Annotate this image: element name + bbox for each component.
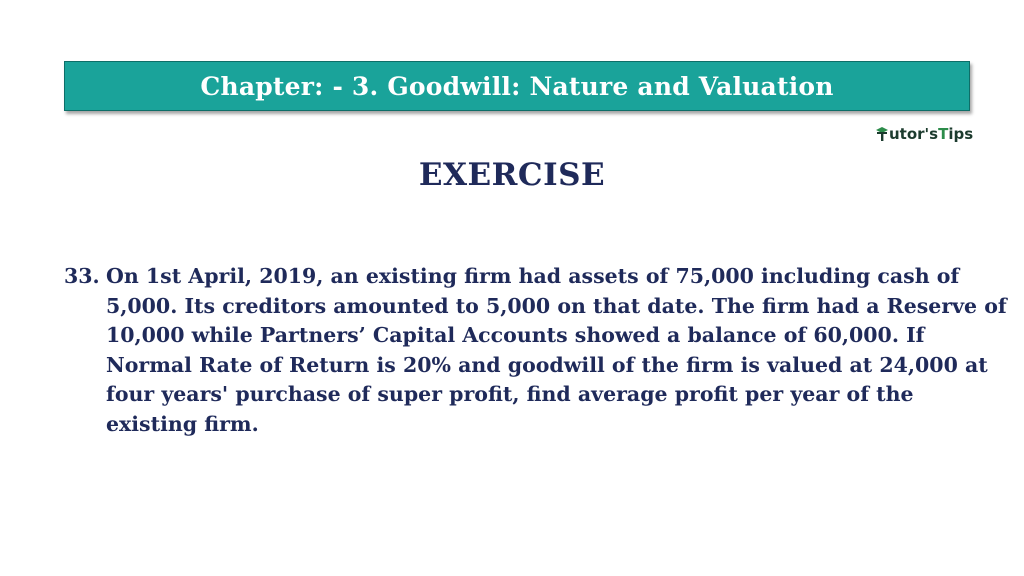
question-line: four years' purchase of super profit, find average profit per year of the bbox=[106, 382, 914, 406]
question-text bbox=[106, 262, 1007, 439]
question-block bbox=[64, 262, 1007, 439]
chapter-banner bbox=[64, 61, 970, 111]
question-line: 5,000. Its creditors amounted to 5,000 on that date. The firm had a Reserve of bbox=[106, 293, 1007, 318]
logo-text-first: utor's bbox=[889, 125, 939, 143]
chapter-title: Chapter: - 3. Goodwill: Nature and Valuation bbox=[200, 71, 834, 101]
question-line: Normal Rate of Return is 20% and goodwill of the firm is valued at 24,000 at bbox=[106, 352, 988, 377]
question-line: On 1st April, 2019, an existing firm had assets of 75,000 including cash of bbox=[106, 264, 960, 288]
tutors-tips-logo bbox=[876, 125, 973, 143]
logo-text-second: ips bbox=[948, 125, 974, 143]
logo-letter-t: T bbox=[938, 125, 949, 143]
exercise-heading: EXERCISE bbox=[418, 157, 606, 193]
question-line: 10,000 while Partners’ Capital Accounts showed a balance of 60,000. If bbox=[106, 323, 925, 347]
question-line: existing firm. bbox=[106, 411, 259, 436]
question-number: 33. bbox=[64, 264, 100, 288]
graduation-cap-icon bbox=[876, 127, 888, 141]
